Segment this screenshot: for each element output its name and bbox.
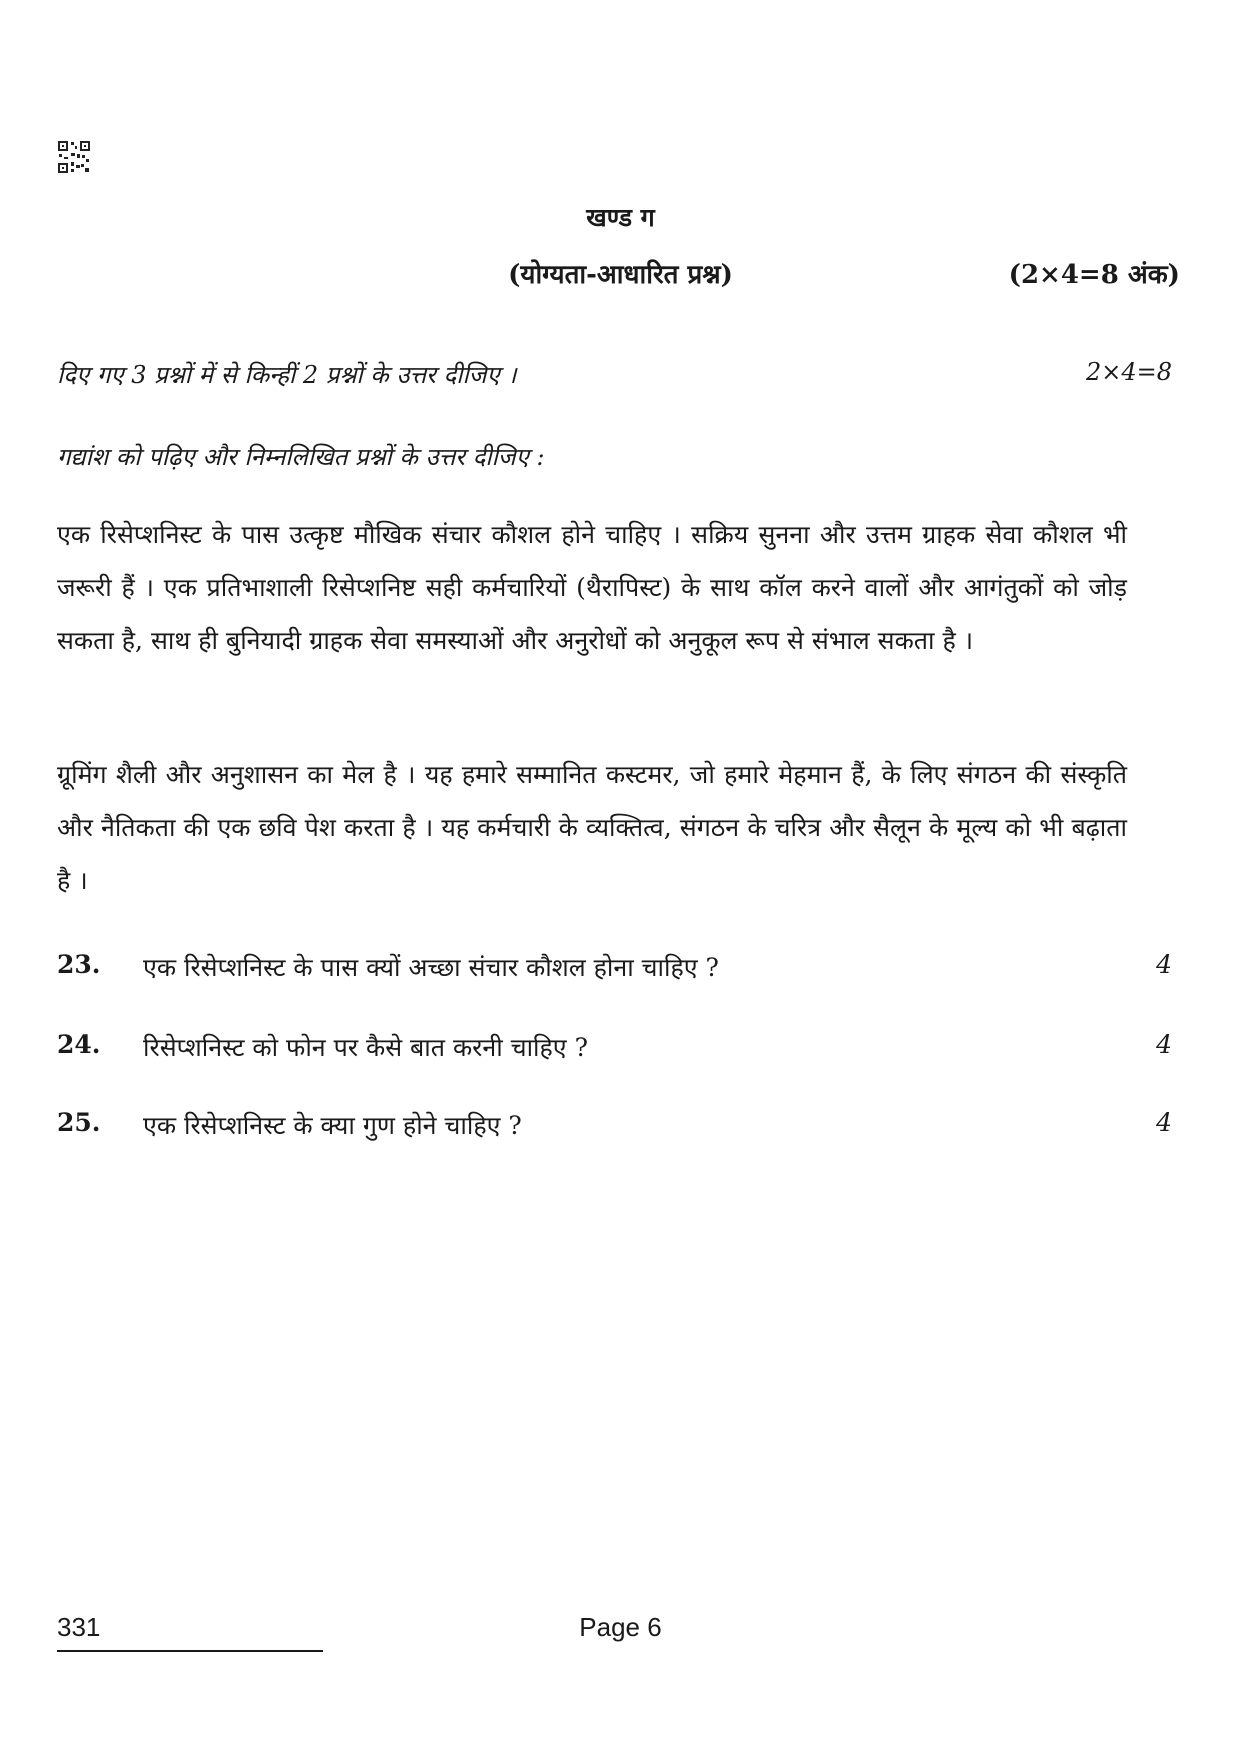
page-number: Page 6 xyxy=(579,1612,662,1642)
footer-divider xyxy=(57,1650,323,1652)
question-marks: 4 xyxy=(1156,950,1172,979)
question-number: 25. xyxy=(57,1108,101,1137)
question-item xyxy=(57,1030,1184,1070)
section-header xyxy=(57,255,1184,295)
section-subtitle: (योग्यता-आधारित प्रश्न) xyxy=(508,260,733,290)
section-marks: (2×4=8 अंक) xyxy=(1008,260,1180,290)
qr-code-icon xyxy=(57,140,91,174)
section-title: खण्ड ग xyxy=(586,203,655,232)
question-text: एक रिसेप्शनिस्ट के क्या गुण होने चाहिए ? xyxy=(143,1111,522,1140)
passage-paragraph-1: एक रिसेप्शनिस्ट के पास उत्कृष्ट मौखिक संचार कौशल होने चाहिए । सक्रिय सुनना और उत्तम ग्राहक सेवा कौशल भी जरूरी हैं । एक प्रतिभाशाली रिसेप्शनिष्ट सही कर्मचारियों (थैरापिस्ट) के साथ कॉल करने वालों और आगंतुकों को जोड़ सकता है, साथ ही बुनियादी ग्राहक सेवा समस्याओं और अनुरोधों को अनुकूल रूप से संभाल सकता है । xyxy=(57,520,1127,655)
passage-paragraph-2: ग्रूमिंग शैली और अनुशासन का मेल है । यह हमारे सम्मानित कस्टमर, जो हमारे मेहमान हैं, के लिए संगठन की संस्कृति और नैतिकता की एक छवि पेश करता है । यह कर्मचारी के व्यक्तित्व, संगठन के चरित्र और सैलून के मूल्य को भी बढ़ाता है । xyxy=(57,760,1127,895)
question-item xyxy=(57,1108,1184,1148)
instruction-row xyxy=(57,358,1184,391)
instruction-text: दिए गए 3 प्रश्नों में से किन्हीं 2 प्रश्नों के उत्तर दीजिए । xyxy=(57,361,517,389)
question-number: 23. xyxy=(57,950,101,979)
question-marks: 4 xyxy=(1156,1108,1172,1137)
question-item xyxy=(57,950,1184,990)
instruction-marks: 2×4=8 xyxy=(1085,358,1172,386)
passage-instruction: गद्यांश को पढ़िए और निम्नलिखित प्रश्नों के उत्तर दीजिए : xyxy=(57,443,545,471)
question-marks: 4 xyxy=(1156,1030,1172,1059)
question-number: 24. xyxy=(57,1030,101,1059)
question-text: एक रिसेप्शनिस्ट के पास क्यों अच्छा संचार कौशल होना चाहिए ? xyxy=(143,953,719,982)
paper-code: 331 xyxy=(57,1612,101,1642)
question-text: रिसेप्शनिस्ट को फोन पर कैसे बात करनी चाहिए ? xyxy=(143,1033,588,1062)
